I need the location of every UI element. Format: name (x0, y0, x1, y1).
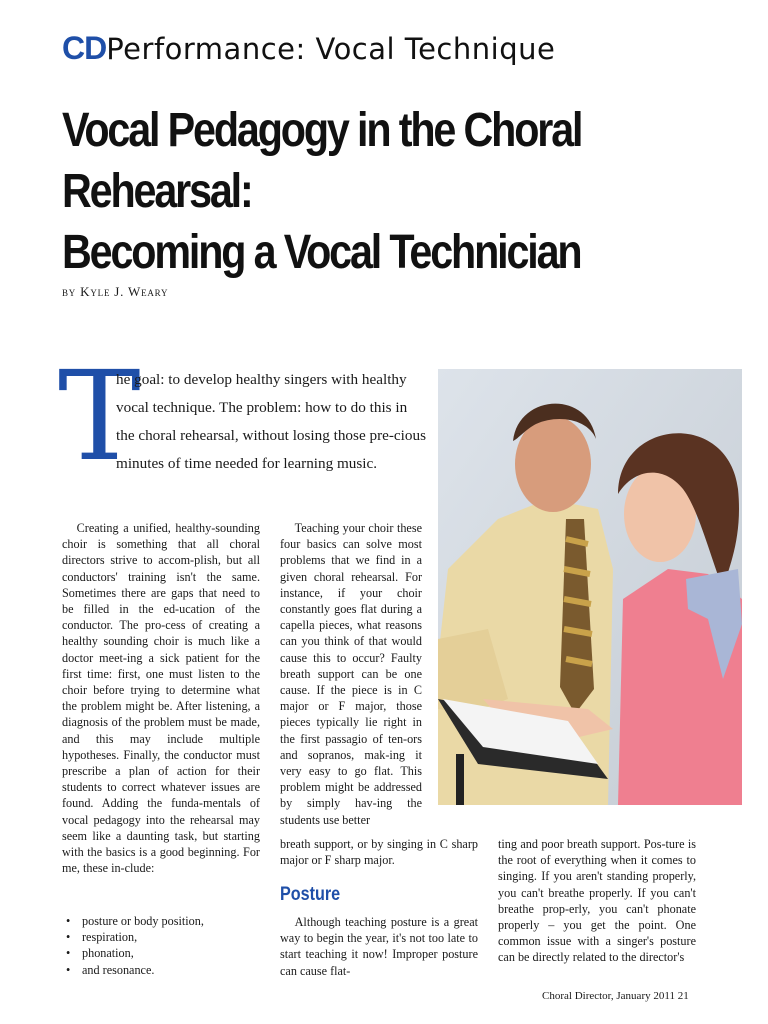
column-1 (62, 520, 260, 876)
masthead-logo: CD (62, 30, 107, 66)
posture-heading: Posture (280, 884, 341, 905)
drop-cap: T (58, 345, 141, 489)
list-item: • respiration, (66, 929, 266, 945)
title-line-2: Becoming a Vocal Technician (62, 226, 581, 279)
page-footer: Choral Director, January 2011 21 (542, 990, 689, 1002)
col2-paragraph: Teaching your choir these four basics can solve most problems that we find in a given choral rehearsal. For instance, if your choir constantly goes flat during a capella pieces, what reasons can you think of that would cause this to occur? Faulty breath support can be one cause. If the piece is in C major or F major, those pieces typically lie right in the first passagio of ten-ors and sopranos, mak-ing it very easy to go flat. This problem might be addressed by simply hav-ing the students use better (280, 521, 422, 827)
list-item: • posture or body position, (66, 913, 266, 929)
col1-paragraph: Creating a unified, healthy-sounding choir is something that all choral directors strive to accom-plish, but all conductors' training isn't the same. Sometimes there are gaps that need to be filled in the ed-ucation of the conductor. The pro-cess of creating a healthy sounding choir is much like a doctor meet-ing a sick patient for the first time: first, one must listen to the choir before trying to determine what the problem might be. After listening, a diagnosis of the problem must be made, and this may include multiple hypotheses. Finally, the conductor must prescribe a plan of action for their students to correct whatever issues are found. Adding the funda-mentals of vocal pedagogy into the rehearsal may seem like a daunting task, but starting with the basics is a good beginning. For me, these in-clude: (62, 521, 260, 876)
article-title (62, 100, 647, 283)
col3-paragraph: ting and poor breath support. Pos-ture is the root of everything when it comes to singing. If you aren't standing properly, you can't breathe properly. If you can't breathe prop-erly, you can't phonate properly – you get the point. One common issue with a singer's posture can be directly related to the director's (498, 837, 696, 965)
posture-section (280, 914, 478, 979)
posture-paragraph: Although teaching posture is a great way to begin the year, it's not too late to start teaching it now! Improper posture can cause flat- (280, 915, 478, 978)
intro-paragraph: he goal: to develop healthy singers with healthy vocal technique. The problem: how to do this in the choral rehearsal, without losing those pre-cious minutes of time needed for learning music. (116, 371, 426, 472)
list-item: • phonation, (66, 945, 266, 961)
byline: by Kyle J. Weary (62, 284, 169, 299)
column-2 (280, 520, 422, 828)
list-item: • and resonance. (66, 962, 266, 978)
section-title: Performance: Vocal Technique (106, 32, 556, 66)
col2-continuation: breath support, or by singing in C sharp major or F sharp major. (280, 837, 478, 868)
column-3 (498, 836, 696, 966)
masthead (62, 30, 555, 67)
column-2-continued (280, 836, 478, 868)
photo-teacher-and-singer (438, 369, 742, 805)
title-line-1: Vocal Pedagogy in the Choral Rehearsal: (62, 104, 582, 218)
basics-list (66, 913, 266, 978)
